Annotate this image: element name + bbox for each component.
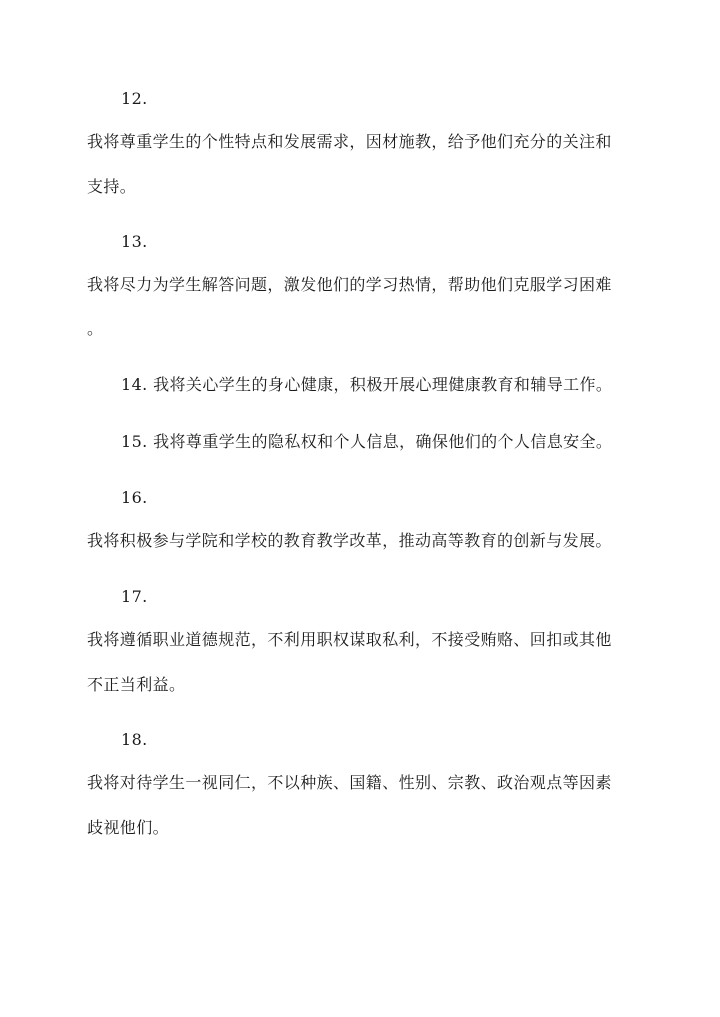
item-17-number: 17. [121, 587, 148, 606]
item-18-number: 18. [121, 730, 148, 749]
item-12-number: 12. [121, 89, 148, 108]
item-13-text-line-1: 我将尽力为学生解答问题，激发他们的学习热情，帮助他们克服学习困难 [87, 275, 612, 294]
item-17-text-line-1: 我将遵循职业道德规范，不利用职权谋取私利，不接受贿赂、回扣或其他 [87, 630, 612, 649]
item-12-text-line-2: 支持。 [87, 177, 137, 196]
item-12-text-line-1: 我将尊重学生的个性特点和发展需求，因材施教，给予他们充分的关注和 [87, 132, 612, 151]
item-14-text: 14. 我将关心学生的身心健康，积极开展心理健康教育和辅导工作。 [121, 375, 613, 394]
item-17-text-line-2: 不正当利益。 [87, 675, 186, 694]
item-18-text-line-2: 歧视他们。 [87, 818, 170, 837]
item-16-number: 16. [121, 488, 148, 507]
item-15-text: 15. 我将尊重学生的隐私权和个人信息，确保他们的个人信息安全。 [121, 432, 613, 451]
item-13-text-line-2: 。 [87, 319, 104, 338]
item-18-text-line-1: 我将对待学生一视同仁，不以种族、国籍、性别、宗教、政治观点等因素 [87, 773, 612, 792]
item-13-number: 13. [121, 232, 148, 251]
item-16-text-line-1: 我将积极参与学院和学校的教育教学改革，推动高等教育的创新与发展。 [87, 531, 612, 550]
